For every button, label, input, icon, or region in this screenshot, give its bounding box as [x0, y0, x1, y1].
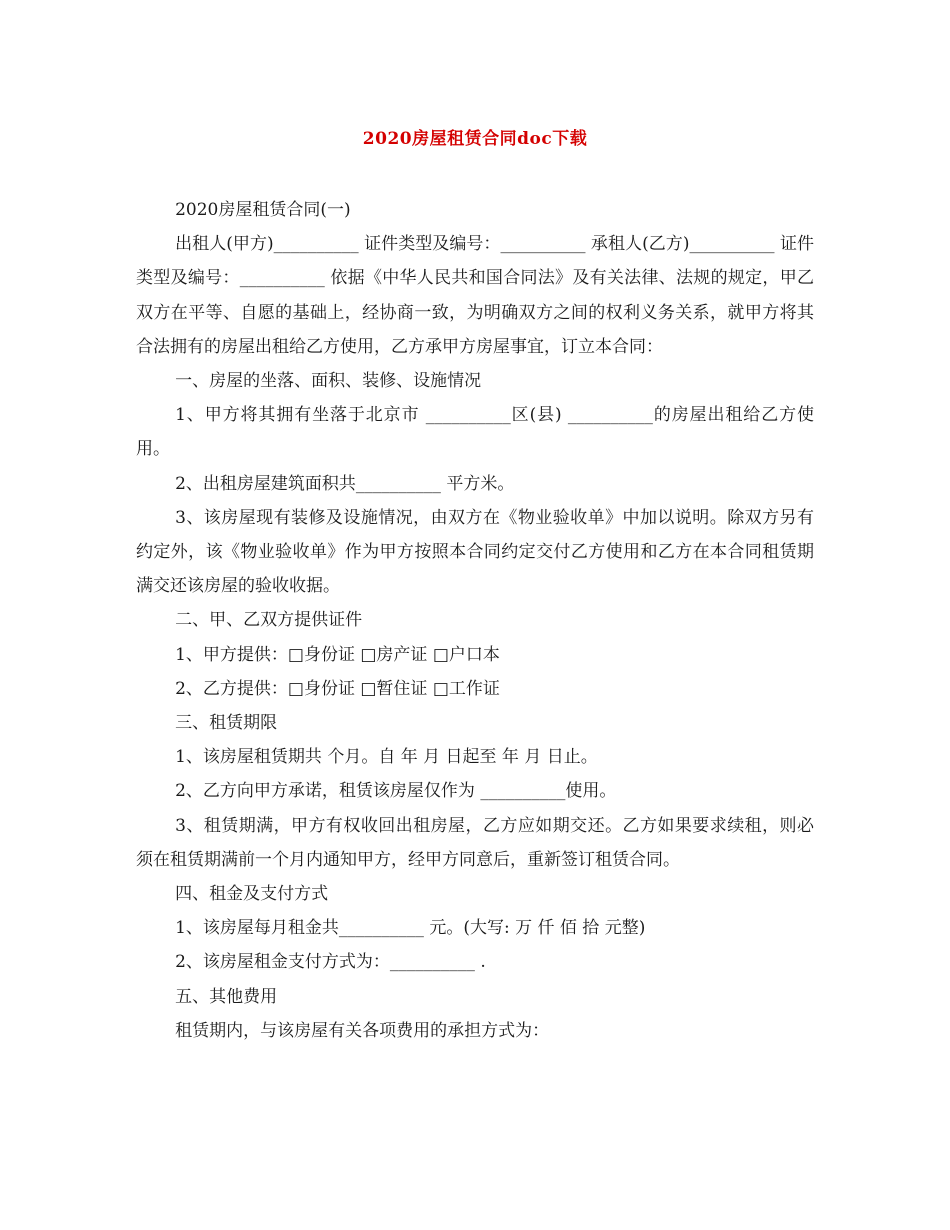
document-title: 2020房屋租赁合同doc下载 [362, 129, 588, 149]
section-heading-5: 五、其他费用 [175, 986, 278, 1007]
section-heading-1: 一、房屋的坐落、面积、装修、设施情况 [175, 371, 482, 392]
section-heading-4: 四、租金及支付方式 [175, 884, 329, 905]
clause-1-3: 3、该房屋现有装修及设施情况，由双方在《物业验收单》中加以说明。除双方另有约定外，该《物业验收单》作为甲方按照本合同约定交付乙方使用和乙方在本合同租赁期满交还该房屋的验收收据。 [136, 507, 814, 597]
clause-3-3: 3、租赁期满，甲方有权收回出租房屋，乙方应如期交还。乙方如果要求续租，则必须在租赁期满前一个月内通知甲方，经甲方同意后，重新签订租赁合同。 [136, 815, 814, 870]
clause-3-1: 1、该房屋租赁期共 个月。自 年 月 日起至 年 月 日止。 [175, 747, 598, 768]
contract-heading: 2020房屋租赁合同(一) [175, 200, 351, 220]
section-heading-2: 二、甲、乙双方提供证件 [175, 610, 363, 631]
document-body [136, 193, 814, 1048]
clause-4-2: 2、该房屋租金支付方式为：__________ . [175, 952, 486, 973]
clause-5-intro: 租赁期内，与该房屋有关各项费用的承担方式为： [175, 1020, 550, 1041]
clause-1-2: 2、出租房屋建筑面积共__________ 平方米。 [175, 473, 515, 494]
parties-paragraph: 出租人(甲方)__________ 证件类型及编号：__________ 承租人(乙方)__________ 证件类型及编号：__________ 依据《中华人民共和国合同法》及有关法律、法规的规定，甲乙双方在平等、自愿的基础上，经协商一致，为明确双方之间的权利义务关系，就甲方将其合法拥有的房屋出租给乙方使用，乙方承甲方房屋事宜，订立本合同： [136, 234, 814, 357]
clause-2-1: 1、甲方提供：□身份证 □房产证 □户口本 [175, 644, 500, 665]
section-heading-3: 三、租赁期限 [175, 713, 278, 734]
clause-1-1: 1、甲方将其拥有坐落于北京市 __________区(县) __________的房屋出租给乙方使用。 [136, 405, 814, 460]
clause-2-2: 2、乙方提供：□身份证 □暂住证 □工作证 [175, 678, 500, 699]
clause-3-2: 2、乙方向甲方承诺，租赁该房屋仅作为 __________使用。 [175, 781, 617, 802]
clause-4-1: 1、该房屋每月租金共__________ 元。(大写: 万 仟 佰 拾 元整) [175, 918, 646, 939]
